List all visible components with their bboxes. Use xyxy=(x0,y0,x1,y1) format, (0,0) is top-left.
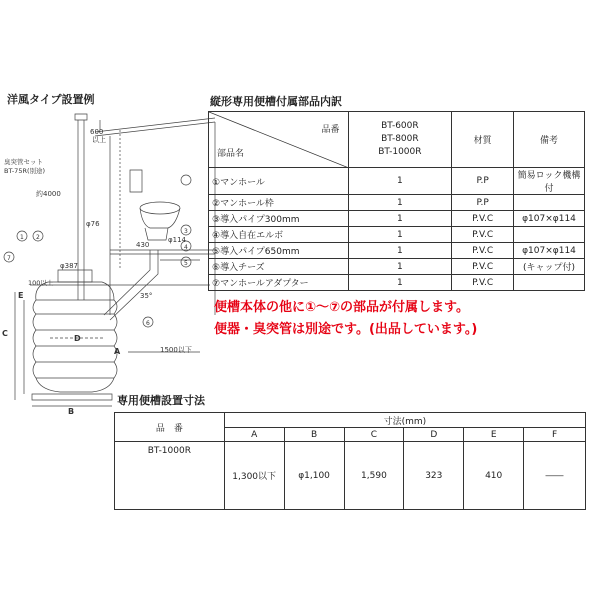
dim-d-value: 323 xyxy=(404,442,464,510)
note-line-2: 便器・臭突管は別途です。(出品しています。) xyxy=(214,322,478,337)
parts-table xyxy=(208,111,585,291)
part-material: P.P xyxy=(452,195,514,211)
vent-set-label: 臭突管セット xyxy=(4,158,43,166)
dim-a-value: 1,300以下 xyxy=(224,442,284,510)
dim-114-label: φ114 xyxy=(168,236,186,244)
callout-1: 1 xyxy=(20,234,24,241)
callout-2: 2 xyxy=(36,234,40,241)
height-label: 約4000 xyxy=(36,190,61,198)
callout-7: 7 xyxy=(7,255,11,262)
col-f: F xyxy=(524,428,586,442)
note-line-1: 便槽本体の他に①～⑦の部品が付属します。 xyxy=(214,300,469,315)
dim-1500-label: 1500以下 xyxy=(160,346,192,354)
part-qty: 1 xyxy=(348,211,452,227)
parts-row xyxy=(209,211,585,227)
part-qty: 1 xyxy=(348,259,452,275)
part-remark: φ107×φ114 xyxy=(514,243,585,259)
parts-row xyxy=(209,243,585,259)
material-header: 材質 xyxy=(452,112,514,168)
dim-header: 寸法(mm) xyxy=(224,413,585,428)
col-d: D xyxy=(404,428,464,442)
dim-600-sub-label: 以上 xyxy=(92,136,106,144)
diagram-title: 洋風タイプ設置例 xyxy=(7,93,95,106)
part-material: P.V.C xyxy=(452,259,514,275)
dimensions-title: 専用便槽設置寸法 xyxy=(117,394,205,407)
part-name: ⑥導入チーズ xyxy=(209,259,349,275)
dim-600-label: 600 xyxy=(90,128,104,136)
parts-row xyxy=(209,259,585,275)
callout-5: 5 xyxy=(184,260,188,267)
part-material: P.V.C xyxy=(452,211,514,227)
dim-387-label: φ387 xyxy=(60,262,78,270)
part-name: ②マンホール枠 xyxy=(209,195,349,211)
parts-header-row xyxy=(209,112,585,168)
letter-c: C xyxy=(2,329,8,338)
diag-header-model: 品番 xyxy=(321,125,340,135)
part-name: ④導入自在エルボ xyxy=(209,227,349,243)
angle-label: 35° xyxy=(140,292,153,300)
pipe-dia-label: φ76 xyxy=(86,220,100,228)
model-800: BT-800R xyxy=(381,134,419,144)
part-remark xyxy=(514,195,585,211)
diagonal-line xyxy=(209,112,349,168)
letter-d: D xyxy=(74,334,81,343)
part-qty: 1 xyxy=(348,168,452,195)
dim-430-label: 430 xyxy=(136,241,150,249)
callout-6: 6 xyxy=(146,320,150,327)
col-a: A xyxy=(224,428,284,442)
diagonal-header-cell xyxy=(209,112,349,168)
dims-data-row xyxy=(115,442,586,510)
callout-3: 3 xyxy=(184,228,188,235)
installation-diagram xyxy=(0,100,220,420)
col-b: B xyxy=(284,428,344,442)
dims-model: BT-1000R xyxy=(115,442,225,510)
part-material: P.V.C xyxy=(452,243,514,259)
part-remark: (キャップ付) xyxy=(514,259,585,275)
part-name: ①マンホール xyxy=(209,168,349,195)
parts-row xyxy=(209,275,585,291)
part-qty: 1 xyxy=(348,275,452,291)
col-c: C xyxy=(344,428,404,442)
model-1000: BT-1000R xyxy=(378,147,422,157)
model-600: BT-600R xyxy=(381,121,419,131)
dim-c-value: 1,590 xyxy=(344,442,404,510)
dim-b-value: φ1,100 xyxy=(284,442,344,510)
parts-row xyxy=(209,195,585,211)
part-name: ⑤導入パイプ650mm xyxy=(209,243,349,259)
dimensions-table xyxy=(114,412,586,510)
part-qty: 1 xyxy=(348,227,452,243)
part-remark: 簡易ロック機構付 xyxy=(514,168,585,195)
remarks-header: 備考 xyxy=(514,112,585,168)
part-material: P.P xyxy=(452,168,514,195)
part-material: P.V.C xyxy=(452,227,514,243)
part-remark xyxy=(514,275,585,291)
dim-100-label: 100以上 xyxy=(28,279,54,287)
part-qty: 1 xyxy=(348,243,452,259)
letter-e: E xyxy=(18,291,24,300)
part-qty: 1 xyxy=(348,195,452,211)
letter-b: B xyxy=(68,407,75,416)
diag-header-name: 部品名 xyxy=(217,149,245,159)
dims-header-row xyxy=(115,413,586,428)
part-name: ③導入パイプ300mm xyxy=(209,211,349,227)
model-header: 品 番 xyxy=(115,413,225,442)
parts-row xyxy=(209,227,585,243)
part-material: P.V.C xyxy=(452,275,514,291)
part-name: ⑦マンホールアダプター xyxy=(209,275,349,291)
col-e: E xyxy=(464,428,524,442)
parts-row xyxy=(209,168,585,195)
letter-a: A xyxy=(114,347,121,356)
models-header-cell xyxy=(348,112,452,168)
parts-title: 縦形専用便槽付属部品内訳 xyxy=(210,95,342,108)
part-remark xyxy=(514,227,585,243)
vent-model-label: BT-75R(別途) xyxy=(4,167,46,175)
dim-e-value: 410 xyxy=(464,442,524,510)
dim-f-value: ―― xyxy=(524,442,586,510)
part-remark: φ107×φ114 xyxy=(514,211,585,227)
callout-4: 4 xyxy=(184,244,188,251)
